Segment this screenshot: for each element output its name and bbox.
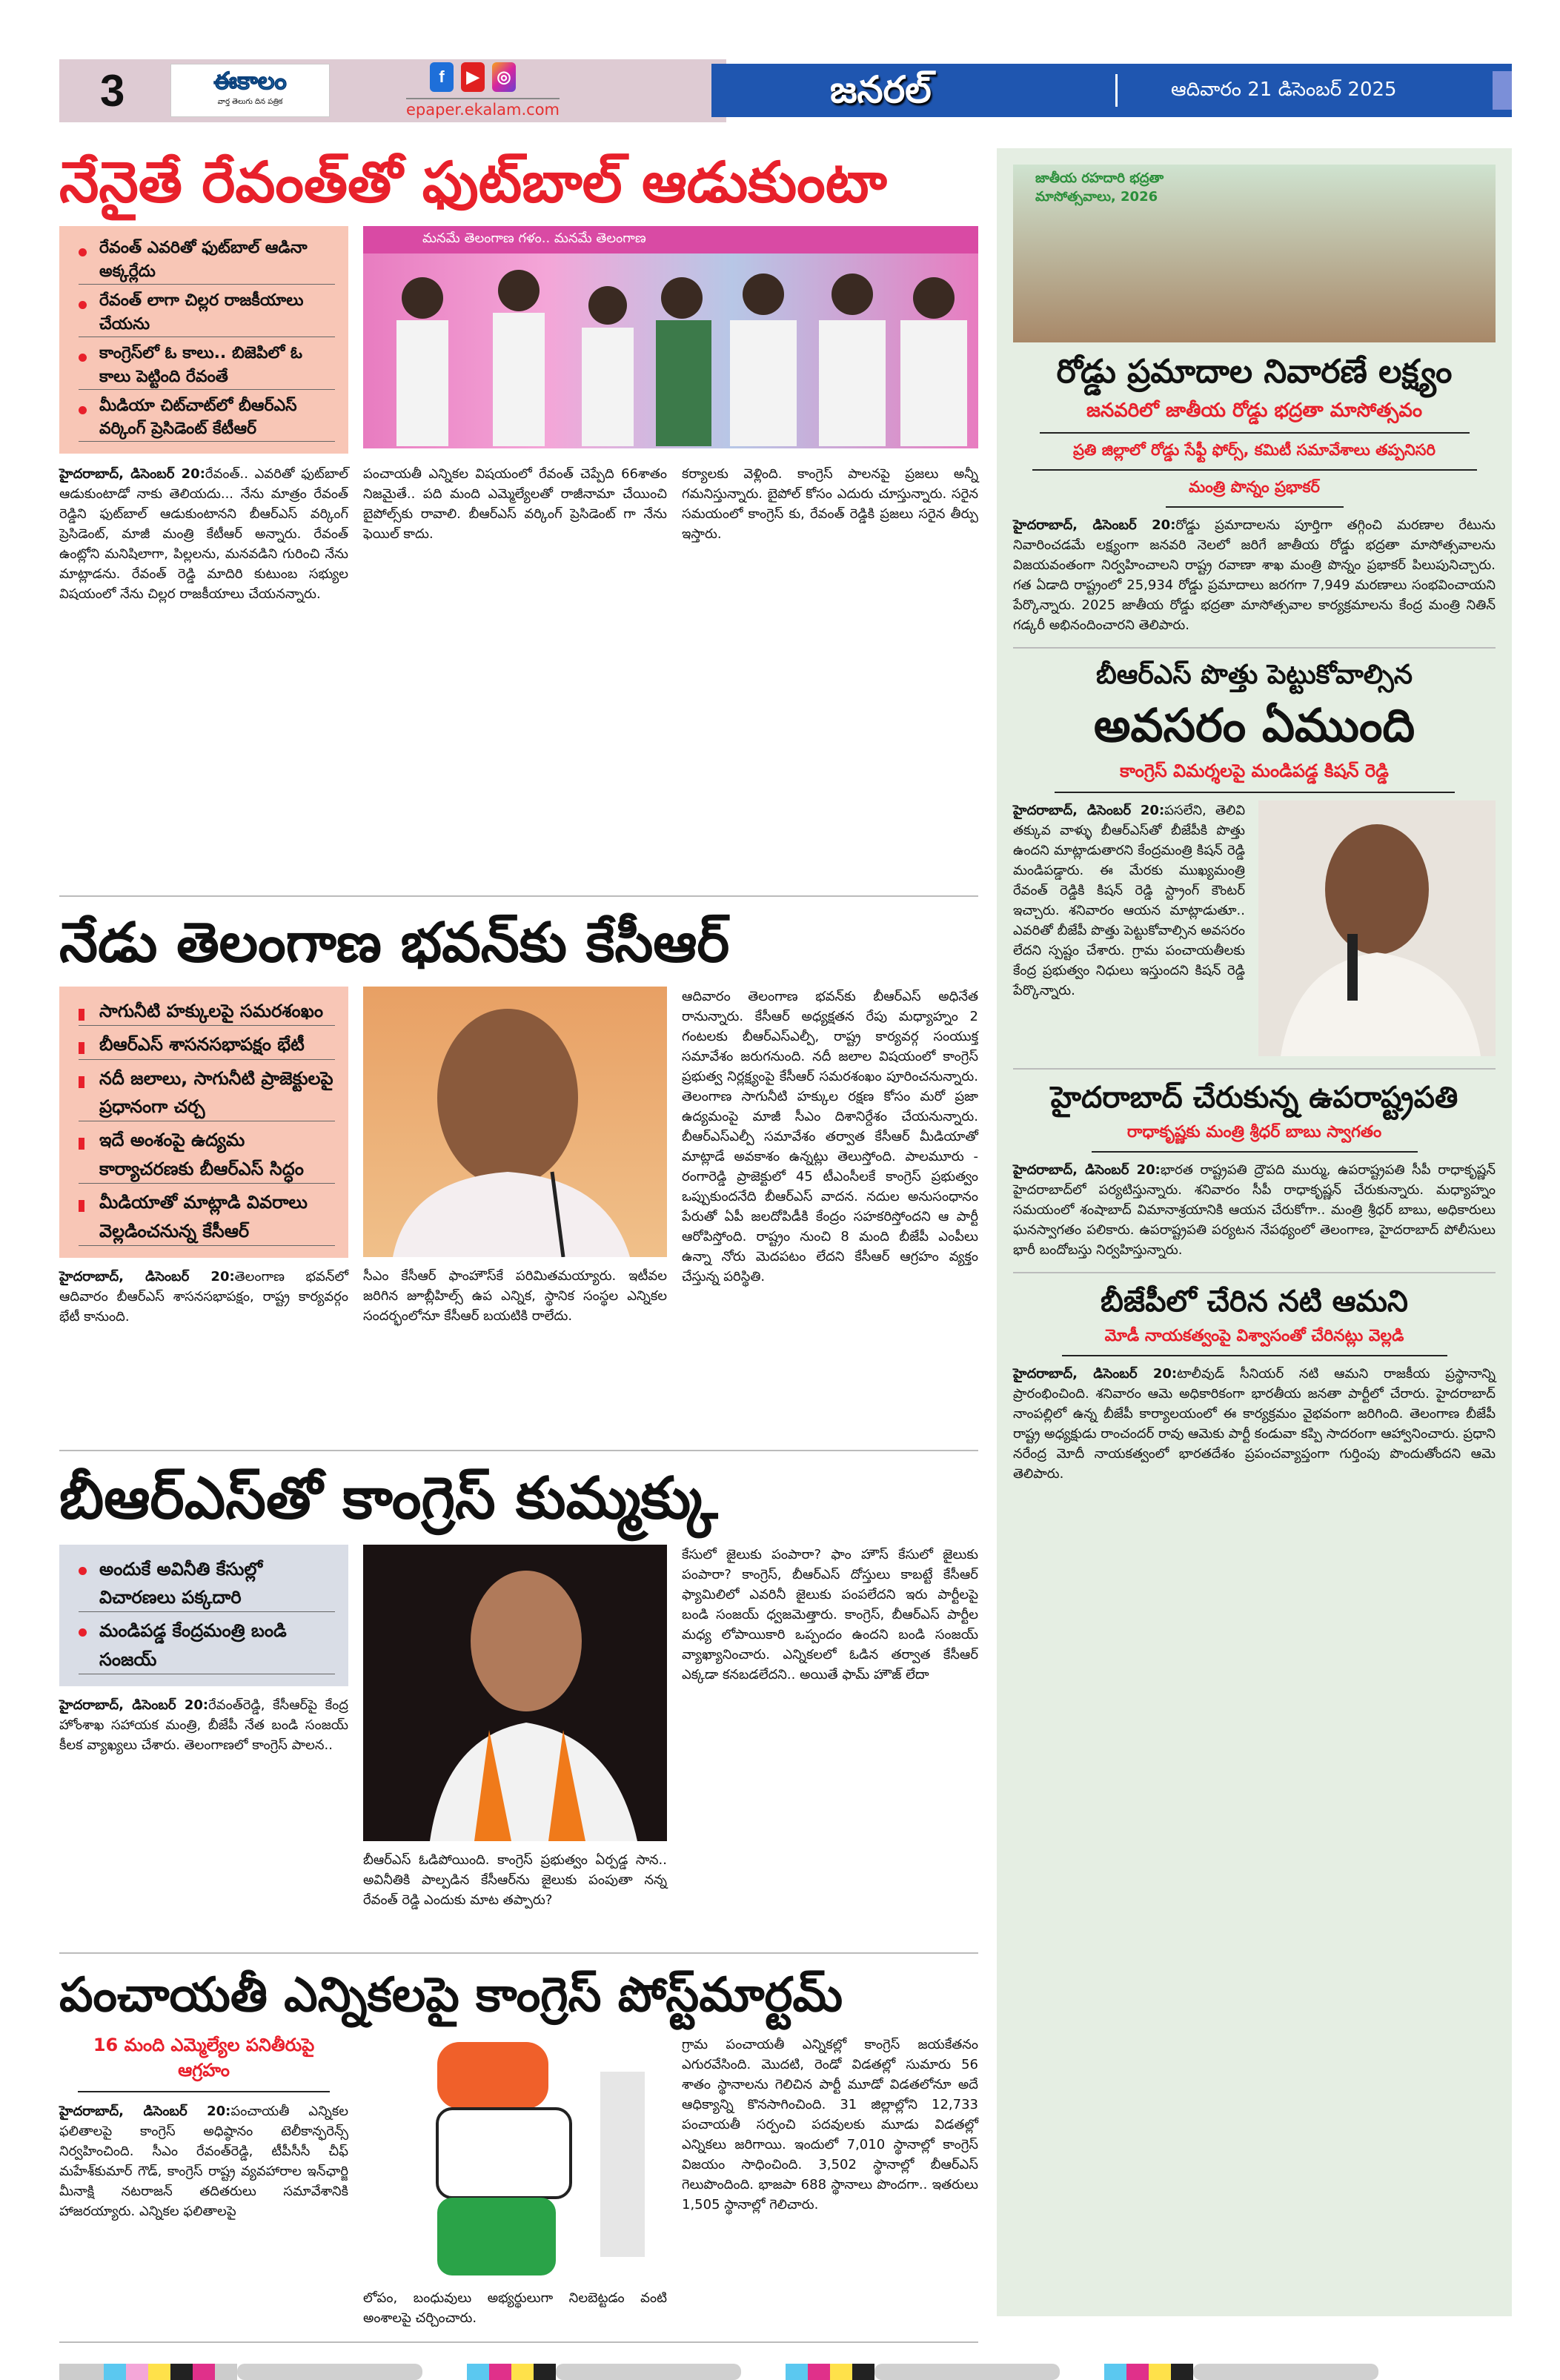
- story4-headline[interactable]: బీజేపీలో చేరిన నటి ఆమని: [1101, 1285, 1408, 1319]
- article4-headline[interactable]: పంచాయతీ ఎన్నికలపై కాంగ్రెస్ పోస్ట్‌మార్టమ్: [59, 1968, 843, 2023]
- subhead: ప్రతి జిల్లాలో రోడ్డు సేఫ్టీ ఫోర్స్, కమిటీ సమావేశాలు తప్పనిసరి: [1032, 441, 1477, 471]
- people-silhouettes: [363, 253, 978, 446]
- body-text: టాలీవుడ్ సీనియర్ నటి ఆమని రాజకీయ ప్రస్థానాన్ని ప్రారంభించింది. శనివారం ఆమె అధికారికంగా భారతీయ జనతా పార్టీలో చేరారు. హైదరాబాద్ నాంపల్లిలో ఉన్న బీజేపీ కార్యాలయంలో ఈ కార్యక్రమం వైభవంగా జరిగింది. తెలంగాణ బీజేపీ రాష్ట్ర అధ్యక్షుడు రాంచందర్ రావు ఆమెకు పార్టీ కండువా కప్పి సాదరంగా ఆహ్వానించారు. ప్రధాని నరేంద్ర మోదీ నాయకత్వంలో భారతదేశం ప్రపంచవ్యాప్తంగా గుర్తింపు పొందుతోందని ఆమె తెలిపారు.: [1013, 1366, 1496, 1482]
- story1: [1013, 353, 1496, 649]
- congress-hand-illustration: [363, 2035, 667, 2279]
- article2-body-col3: ఆదివారం తెలంగాణ భవన్‌కు బీఆర్‌ఎస్ అధినేత రానున్నారు. కేసీఆర్ అధ్యక్షతన రేపు మధ్యాహ్నం 2 గంటలకు బీఆర్‌ఎస్‌ఎల్పీ, రాష్ట్ర కార్యవర్గ సంయుక్త సమావేశం జరుగనుంది. నదీ జలాల విషయంలో కాంగ్రెస్ ప్రభుత్వ నిర్లక్ష్యంపై కేసీఆర్ సమరశంఖం పూరించనున్నారు. తెలంగాణ సాగునీటి హక్కుల రక్షణ కోసం మరో ప్రజా ఉద్యమంపై మాజీ సీఎం దిశానిర్దేశం చేయనున్నారు. బీఆర్‌ఎస్‌ఎల్పీ సమావేశం తర్వాత కేసీఆర్ మీడియాతో మాట్లాడే అవకాశం ఉన్నట్లు తెలుస్తోంది. పాలమూరు - రంగారెడ్డి ప్రాజెక్టులో 45 టీఎంసీలకే కాంగ్రెస్ ప్రభుత్వం ఒప్పుకుందనేది బీఆర్‌ఎస్ వాదన. నదుల అనుసంధానం పేరుతో ఏపీ జలదోపిడీకి కేంద్రం సహకరిస్తోందని ఆ పార్టీ ఆరోపిస్తోంది. రాష్ట్రం నుంచి 8 మంది బీజేపీ ఎంపీలు ఉన్నా నోరు మెదపటం లేదని కేసీఆర్ ఆగ్రహం వ్యక్తం చేస్తున్న పరిస్థితి.: [682, 988, 978, 1285]
- story2-body: [1013, 800, 1245, 1001]
- body-text: రేవంత్‌రెడ్డి, కేసీఆర్‌పై కేంద్ర హోంశాఖ సహాయక మంత్రి, బీజేపీ నేత బండి సంజయ్ కీలక వ్యాఖ్యలు చేశారు. తెలంగాణలో కాంగ్రెస్ పాలన..: [59, 1697, 348, 1754]
- dateline: హైదరాబాద్, డిసెంబర్ 20:: [59, 466, 205, 483]
- highlight: అందుకే అవినీతి కేసుల్లో విచారణలు పక్కదారి: [79, 1555, 335, 1613]
- kcr-photo: [363, 987, 667, 1257]
- highlight: బీఆర్‌ఎస్ శాసనసభాపక్షం భేటీ: [79, 1030, 335, 1059]
- page-number: 3: [100, 66, 125, 116]
- highlight: కాంగ్రెస్‌లో ఓ కాలు.. బిజెపిలో ఓ కాలు పెట్టింది రేవంతే: [79, 342, 335, 390]
- story3-headline[interactable]: హైదరాబాద్ చేరుకున్న ఉపరాష్ట్రపతి: [1050, 1081, 1458, 1116]
- article3-body-col2: బీఆర్‌ఎస్ ఓడిపోయింది. కాంగ్రెస్ ప్రభుత్వం ఏర్పడ్డ సాన.. అవినీతికి పాల్పడిన కేసీఆర్‌ను జైలుకు పంపుతా నన్న రేవంత్ రెడ్డి ఎందుకు మాట తప్పారు?: [363, 1852, 667, 1908]
- article2-highlights: [59, 987, 348, 1258]
- article1-headline[interactable]: నేనైతే రేవంత్‌తో ఫుట్‌బాల్ ఆడుకుంటా: [59, 149, 887, 215]
- portrait-silhouette: [363, 987, 667, 1257]
- subhead: రాధాకృష్ణకు మంత్రి శ్రీధర్ బాబు స్వాగతం: [1092, 1123, 1418, 1153]
- epaper-link[interactable]: epaper.ekalam.com: [406, 98, 560, 119]
- portrait-silhouette: [363, 1545, 667, 1841]
- article3-body-col3: కేసులో జైలుకు పంపారా? ఫాం హౌస్ కేసులో జైలుకు పంపారా? కాంగ్రెస్, బీఆర్‌ఎస్ దోస్తులు కాబట్టే కేసీఆర్ ఫ్యామిలిలో ఎవరినీ జైలుకు పంపలేదని ఇరు పార్టీలపై బండి సంజయ్ ధ్వజమెత్తారు. కాంగ్రెస్, బీఆర్‌ఎస్ పార్టీల మధ్య లోపాయికారి ఒప్పందం ఉందని బండి సంజయ్ వ్యాఖ్యానించారు. ఎన్నికలలో ఓడిన తర్వాత కేసీఆర్ ఎక్కడా కనబడలేదని.. అయితే ఫామ్ హౌజ్ లేదా: [682, 1546, 978, 1683]
- body-text: తెలంగాణ భవన్‌లో ఆదివారం బీఆర్‌ఎస్ శాసనసభాపక్షం, రాష్ట్ర కార్యవర్గం భేటీ కానుంది.: [59, 1268, 348, 1325]
- story2-content: [1013, 800, 1496, 1056]
- article3: [59, 1465, 978, 1954]
- article1-body-col1: [59, 464, 348, 604]
- highlight: రేవంత్ లాగా చిల్లర రాజకీయాలు చేయను: [79, 289, 335, 337]
- story2-headline-line2[interactable]: అవసరం ఏముంది: [1093, 697, 1415, 752]
- article2-body-col1: [59, 1267, 348, 1327]
- article4-body-col1: [59, 2101, 348, 2221]
- section-title: జనరల్: [830, 68, 932, 111]
- body-text: పంచాయతీ ఎన్నికల ఫలితాలపై కాంగ్రెస్ అధిష్ఠానం టెలీకాన్ఫరెన్స్ నిర్వహించింది. సీఎం రేవంత్‌రెడ్డి, టీపీసీసీ చీఫ్ మహేశ్‌కుమార్ గౌడ్, కాంగ్రెస్ రాష్ట్ర వ్యవహారాల ఇన్‌ఛార్జి మీనాక్షి నటరాజన్ తదితరులు సమావేశానికి హాజరయ్యారు. ఎన్నికల ఫలితాలపై: [59, 2103, 349, 2219]
- story4-body: [1013, 1364, 1496, 1484]
- body-text: భారత రాష్ట్రపతి ద్రౌపది ముర్ము, ఉపరాష్ట్రపతి సీపీ రాధాకృష్ణన్ హైదరాబాద్‌లో పర్యటిస్తున్నారు. శనివారం సీపీ రాధాకృష్ణన్ చేరుకున్నారు. మధ్యాహ్నం సమయంలో శంషాబాద్ విమానాశ్రయానికి ఆయన చేరుకోగా.. మంత్రి శ్రీధర్ బాబు, అధికారులు ఘనస్వాగతం పలికారు. ఉపరాష్ట్రపతి పర్యటన నేపథ్యంలో తెలంగాణ, హైదరాబాద్ పోలీసులు భారీ బందోబస్తు నిర్వహిస్తున్నారు.: [1013, 1162, 1496, 1259]
- divider: [1115, 74, 1118, 107]
- body-text: రోడ్డు ప్రమాదాలను పూర్తిగా తగ్గించి మరణాల రేటును నివారించడమే లక్ష్యంగా జనవరి నెలలో జరిగే జాతీయ రోడ్డు భద్రతా మాసోత్సవాలను విజయవంతంగా నిర్వహించాలని రాష్ట్ర రవాణా శాఖ మంత్రి పొన్నం ప్రభాకర్ పిలుపునిచ్చారు. గత ఏడాది రాష్ట్రంలో 25,934 రోడ్డు ప్రమాదాలు జరగగా 7,949 మరణాలు సంభవించాయని పేర్కొన్నారు. 2025 జాతీయ రోడ్డు భద్రతా మాసోత్సవాల కార్యక్రమాలను కేంద్ర మంత్రి నితిన్ గడ్కరీ అభినందించారని తెలిపారు.: [1013, 517, 1496, 633]
- article4-body-col3: గ్రామ పంచాయతీ ఎన్నికల్లో కాంగ్రెస్ జయకేతనం ఎగురవేసింది. మొదటి, రెండో విడతల్లో సుమారు 56 శాతం స్థానాలను గెలిచిన పార్టీ మూడో విడతలోనూ అదే ఆధిక్యాన్ని కొనసాగించింది. 31 జిల్లాల్లోని 12,733 పంచాయతీ సర్పంచి పదవులకు మూడు విడతల్లో ఎన్నికలు జరిగాయి. ఇందులో 7,010 స్థానాల్లో కాంగ్రెస్ విజయం సాధించింది. 3,502 స్థానాల్లో బీఆర్‌ఎస్ గెలుపొందింది. భాజపా 688 స్థానాలు పొందగా.. ఇతరులు 1,505 స్థానాల్లో గెలిచారు.: [682, 2036, 978, 2212]
- section-bar: [711, 64, 1512, 117]
- highlight: ఇదే అంశంపై ఉద్యమ కార్యాచరణకు బీఆర్‌ఎస్ సిద్ధం: [79, 1126, 335, 1184]
- article3-headline[interactable]: బీఆర్‌ఎస్‌తో కాంగ్రెస్ కుమ్మక్కు: [59, 1465, 718, 1532]
- highlight: మండిపడ్డ కేంద్రమంత్రి బండి సంజయ్: [79, 1617, 335, 1674]
- article2-body-col2: సీఎం కేసీఆర్ ఫాంహౌస్‌కే పరిమితమయ్యారు. ఇటీవల జరిగిన జూబ్లీహిల్స్ ఉప ఎన్నిక, స్థానిక సంస్థల ఎన్నికల సందర్భంలోనూ కేసీఆర్ బయటికి రాలేదు.: [363, 1267, 667, 1324]
- subhead: మోడీ నాయకత్వంపై విశ్వాసంతో చేరినట్లు వెల్లడి: [1062, 1327, 1447, 1356]
- logo-tagline: వార్త తెలుగు దిన పత్రిక: [217, 98, 283, 106]
- subhead: కాంగ్రెస్ విమర్శలపై మండిపడ్డ కిషన్ రెడ్డి: [1055, 760, 1455, 793]
- road-safety-meeting-photo: [1013, 165, 1496, 342]
- article4-subhead: 16 మంది ఎమ్మెల్యేల పనితీరుపై ఆగ్రహం: [78, 2035, 330, 2092]
- facebook-icon[interactable]: f: [430, 62, 454, 92]
- highlight: సాగునీటి హక్కులపై సమరశంఖం: [79, 997, 335, 1026]
- dateline: హైదరాబాద్, డిసెంబర్ 20:: [59, 2103, 231, 2119]
- youtube-icon[interactable]: ▶: [461, 62, 485, 92]
- congress-hand-icon: [363, 2035, 667, 2279]
- article2-headline[interactable]: నేడు తెలంగాణ భవన్‌కు కేసీఆర్: [59, 911, 730, 975]
- bandi-sanjay-photo: [363, 1545, 667, 1841]
- dateline: హైదరాబాద్, డిసెంబర్ 20:: [1013, 517, 1176, 533]
- photo-banner: మనమే తెలంగాణ గళం.. మనమే తెలంగాణ: [363, 226, 978, 253]
- dateline: హైదరాబాద్, డిసెంబర్ 20:: [59, 1268, 235, 1285]
- masthead: [59, 59, 726, 122]
- article4-body-col2: లోపం, బంధువులు అభ్యర్థులుగా నిలబెట్టడం వంటి అంశాలపై చర్చించారు.: [363, 2290, 667, 2326]
- story3-body: [1013, 1160, 1496, 1260]
- photo-banner: జాతీయ రహదారి భద్రతా మాసోత్సవాలు, 2026: [1035, 170, 1164, 205]
- article4: [59, 1967, 978, 2343]
- body-text: రేవంత్.. ఎవరితో ఫుట్‌బాల్ ఆడుకుంటాడో నాకు తెలియదు... నేను మాత్రం రేవంత్ రెడ్డిని ఫుట్‌బాల్ ఆడుకుంటానని బీఆర్‌ఎస్ వర్కింగ్ ప్రెసిడెంట్, మాజీ మంత్రి కేటీఆర్ అన్నారు. రేవంత్ ఉంట్లోని మనిషిలాగా, పిల్లలను, మనవడిని గురించి నేను మాట్లాడను. రేవంత్ రెడ్డి మాదిరి కుటుంబ సభ్యుల విషయంలో నేను చిల్లర రాజకీయాలు చేయనన్నారు.: [59, 466, 349, 603]
- social-links: [430, 62, 516, 92]
- main-column: [59, 148, 978, 2380]
- print-color-bar: [59, 2364, 1512, 2380]
- dateline: హైదరాబాద్, డిసెంబర్ 20:: [1013, 1162, 1161, 1179]
- article1-highlights: [59, 226, 348, 454]
- article1: [59, 148, 978, 897]
- article2: [59, 910, 978, 1451]
- story1-headline[interactable]: రోడ్డు ప్రమాదాల నివారణే లక్ష్యం: [1056, 353, 1453, 391]
- highlight: నదీ జలాలు, సాగునీటి ప్రాజెక్టులపై ప్రధానంగా చర్చ: [79, 1064, 335, 1122]
- article3-highlights: [59, 1545, 348, 1687]
- sidebar: [997, 148, 1512, 2316]
- logo-text: ఈకాలం: [213, 67, 287, 95]
- story2-headline-line1[interactable]: బీఆర్‌ఎస్ పొత్తు పెట్టుకోవాల్సిన: [1095, 659, 1413, 690]
- ktr-event-photo: [363, 226, 978, 448]
- bar-tab: [1493, 71, 1512, 110]
- dateline: హైదరాబాద్, డిసెంబర్ 20:: [1013, 1366, 1178, 1382]
- body-text: పసలేని, తెలివి తక్కువ వాళ్ళు బీఆర్‌ఎస్‌తో బీజేపీకి పొత్తు ఉందని మాట్లాడుతారని కేంద్రమంత్రి కిషన్ రెడ్డి మండిపడ్డారు. ఈ మేరకు ముఖ్యమంత్రి రేవంత్ రెడ్డికి కిషన్ రెడ్డి స్ట్రాంగ్ కౌంటర్ ఇచ్చారు. శనివారం ఆయన మాట్లాడుతూ.. ఎవరితో బీజేపీ పొత్తు పెట్టుకోవాల్సిన అవసరం లేదని స్పష్టం చేశారు. గ్రామ పంచాయతీలకు కేంద్ర ప్రభుత్వం నిధులు ఇస్తుందని కిషన్ రెడ్డి పేర్కొన్నారు.: [1013, 803, 1245, 999]
- instagram-icon[interactable]: ◎: [492, 62, 516, 92]
- story3: [1013, 1080, 1496, 1273]
- portrait-silhouette: [1258, 800, 1496, 1056]
- story1-body: [1013, 515, 1496, 635]
- highlight: రేవంత్ ఎవరితో ఫుట్‌బాల్ ఆడినా అక్కర్లేదు: [79, 236, 335, 285]
- subhead: మంత్రి పొన్నం ప్రభాకర్: [1166, 478, 1344, 508]
- article1-body-col3: కర్యాలకు వెళ్లింది. కాంగ్రెస్ పాలనపై ప్రజలు అన్నీ గమనిస్తున్నారు. బైపోల్ కోసం ఎదురు చూస్తున్నారు. సరైన సమయంలో కాంగ్రెస్ కు, రేవంత్ రెడ్డికి ప్రజలు సరైన తీర్పు ఇస్తారు.: [682, 466, 978, 543]
- issue-date: ఆదివారం 21 డిసెంబర్ 2025: [1171, 79, 1397, 101]
- article3-body-col1: [59, 1695, 348, 1755]
- highlight: మీడియాతో మాట్లాడి వివరాలు వెల్లడించనున్న కేసీఆర్: [79, 1188, 335, 1246]
- story2: [1013, 659, 1496, 1070]
- subhead: జనవరిలో జాతీయ రోడ్డు భద్రతా మాసోత్సవం: [1040, 400, 1470, 434]
- article1-body-col2: పంచాయతీ ఎన్నికల విషయంలో రేవంత్ చెప్పేది 66శాతం నిజమైతే.. పది మంది ఎమ్మెల్యేలతో రాజీనామా చేయించి బైపోల్స్‌కు రావాలి. బీఆర్‌ఎస్ వర్కింగ్ ప్రెసిడెంట్ గా నేను ఫెయిల్ కాదు.: [363, 466, 667, 543]
- highlight: మీడియా చిట్‌చాట్‌లో బీఆర్‌ఎస్ వర్కింగ్ ప్రెసిడెంట్ కేటీఆర్: [79, 394, 335, 442]
- kishan-reddy-photo: [1258, 800, 1496, 1056]
- newspaper-logo[interactable]: [170, 64, 330, 117]
- dateline: హైదరాబాద్, డిసెంబర్ 20:: [59, 1697, 209, 1714]
- dateline: హైదరాబాద్, డిసెంబర్ 20:: [1013, 803, 1165, 819]
- story4: [1013, 1284, 1496, 1496]
